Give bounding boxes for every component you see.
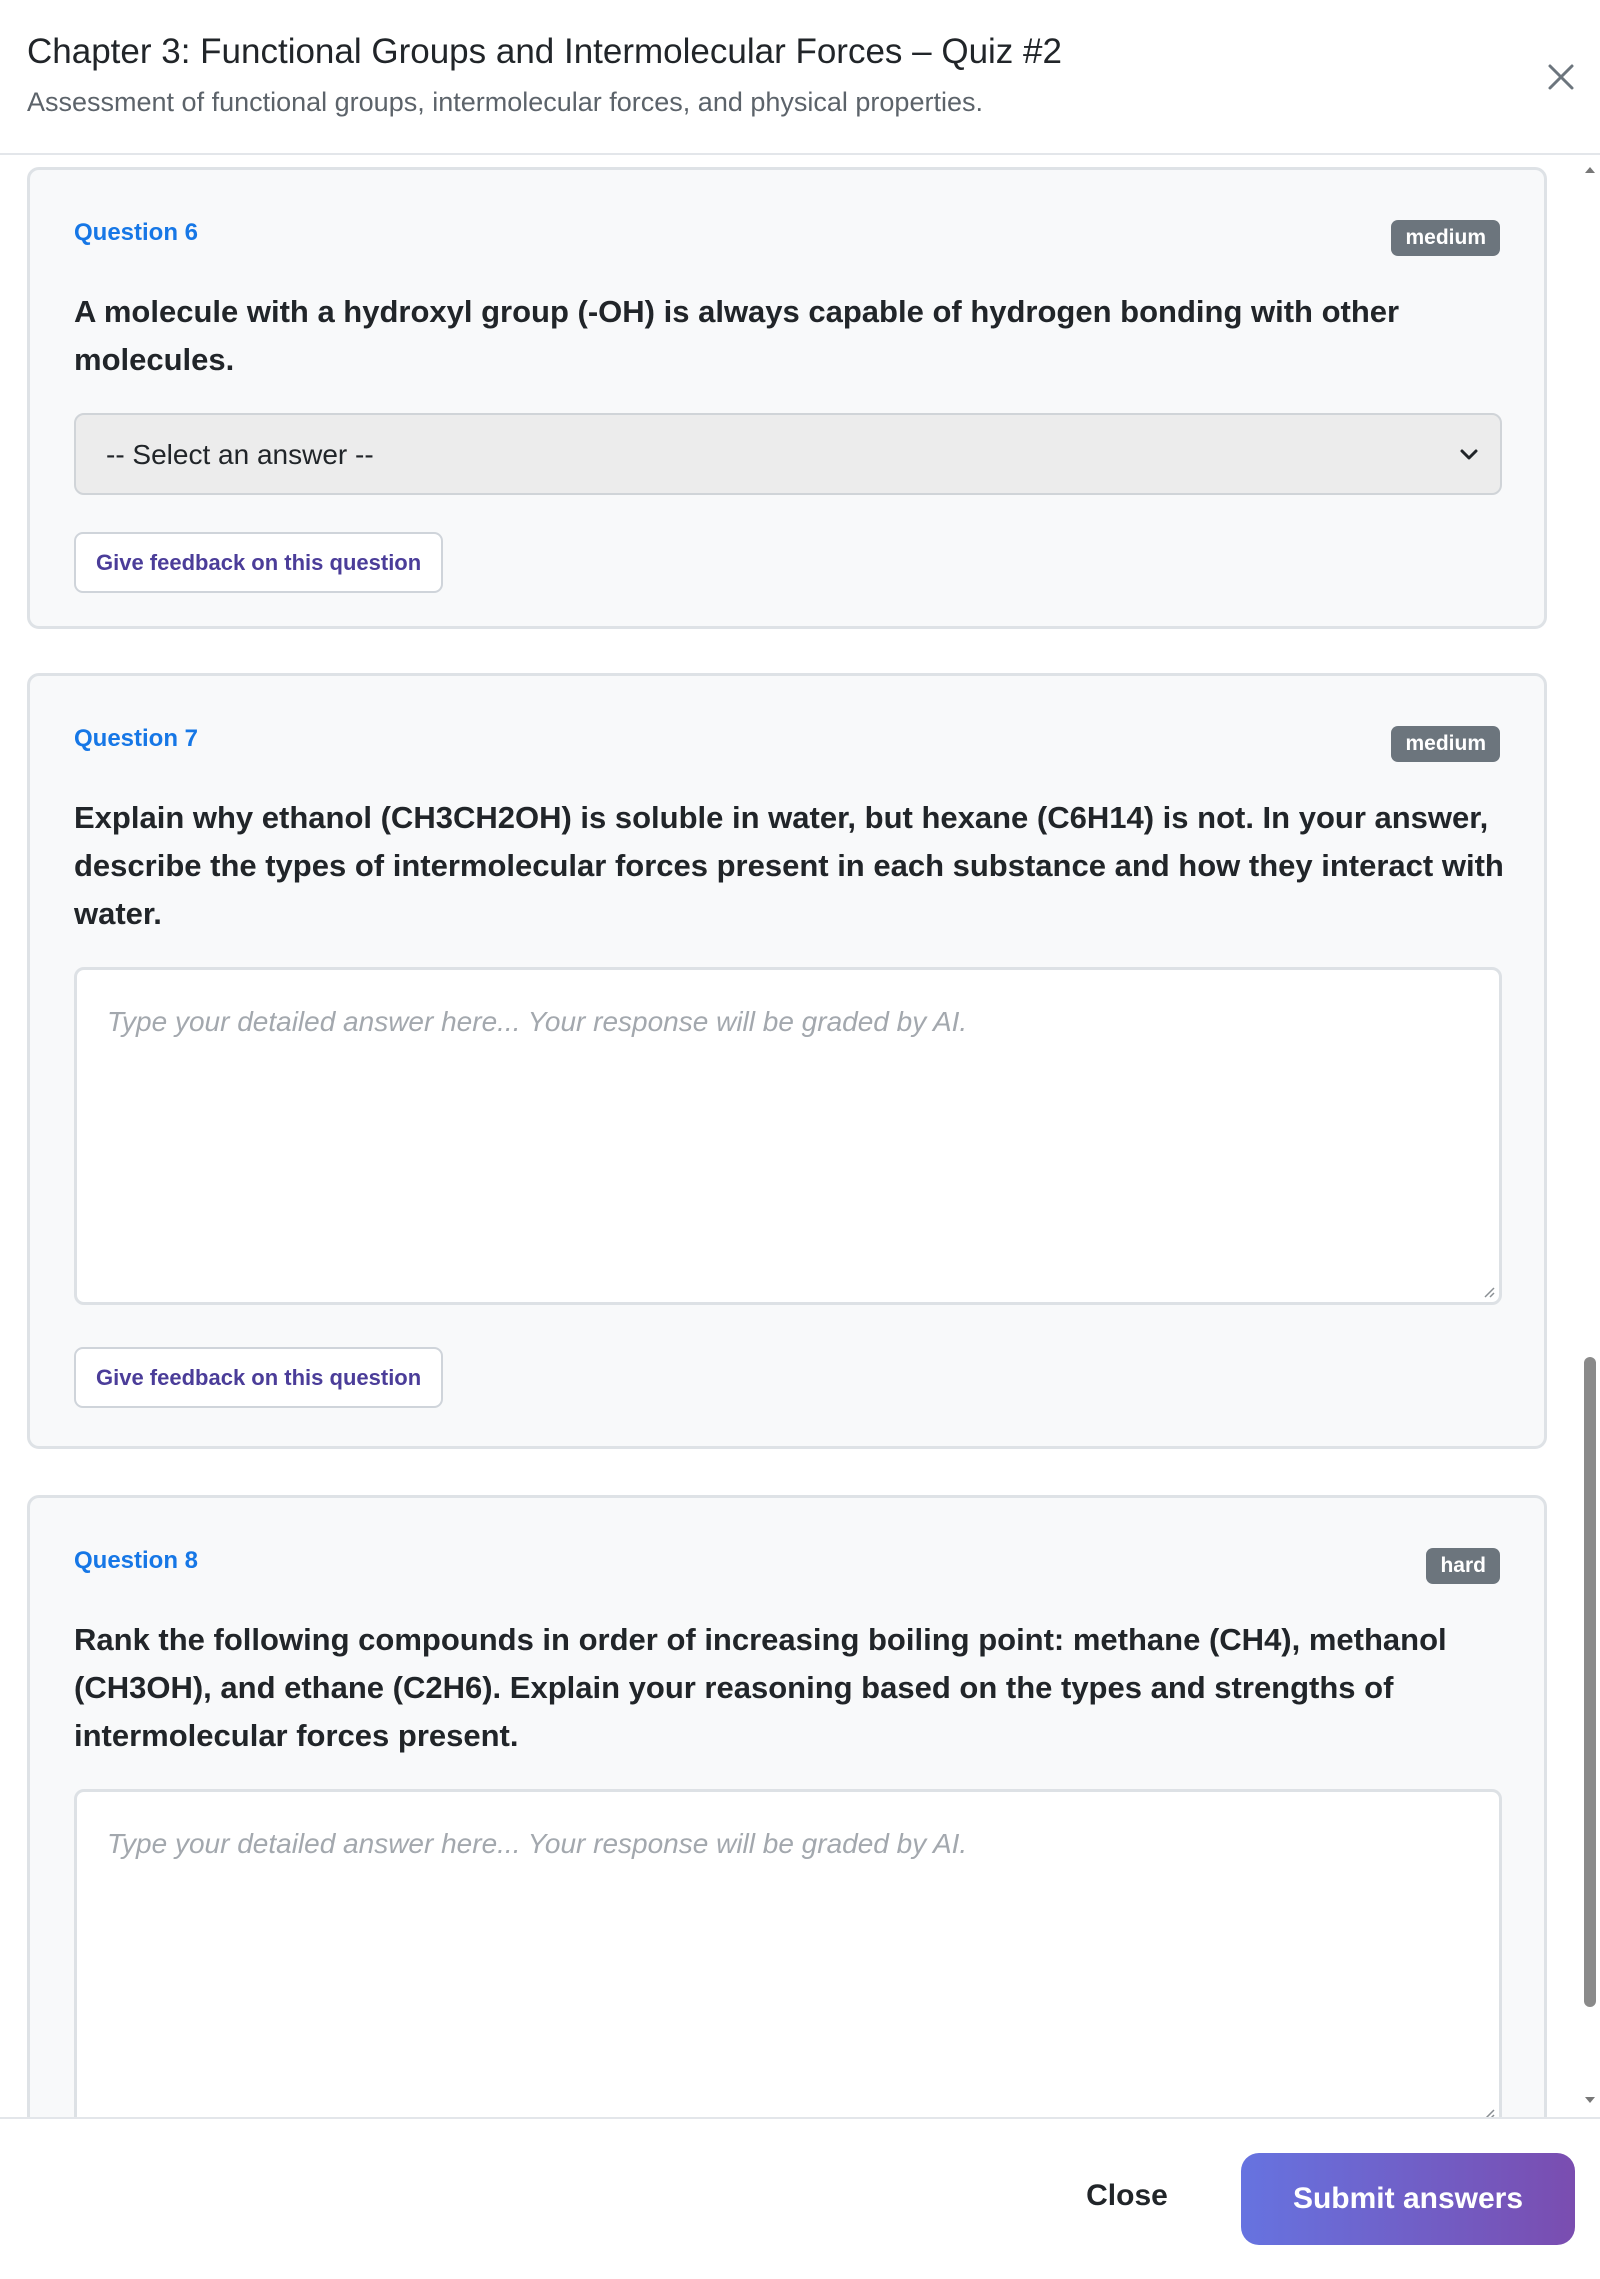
question-label: Question 6 <box>74 219 199 246</box>
close-button[interactable]: Close <box>1086 2179 1168 2212</box>
question-text: A molecule with a hydroxyl group (-OH) is always capable of hydrogen bonding with other molecules. <box>74 294 1400 377</box>
resize-grip-icon[interactable] <box>1481 1284 1495 1298</box>
difficulty-badge: medium <box>1391 726 1500 762</box>
modal-header <box>0 0 1600 155</box>
question-text: Explain why ethanol (CH3CH2OH) is soluble in water, but hexane (C6H14) is not. In your answer, describe the types of intermolecular forces present in each substance and how they interact with water. <box>74 800 1504 931</box>
textarea-placeholder: Type your detailed answer here... Your response will be graded by AI. <box>107 1828 968 1859</box>
scroll-down-arrow-icon[interactable] <box>1583 2093 1597 2107</box>
give-feedback-button[interactable]: Give feedback on this question <box>74 1347 443 1408</box>
chevron-down-icon <box>1458 443 1480 465</box>
submit-answers-button[interactable]: Submit answers <box>1241 2153 1575 2245</box>
scroll-up-arrow-icon[interactable] <box>1583 163 1597 177</box>
textarea-placeholder: Type your detailed answer here... Your response will be graded by AI. <box>107 1006 968 1037</box>
difficulty-badge: medium <box>1391 220 1500 256</box>
resize-grip-icon[interactable] <box>1481 2106 1495 2117</box>
answer-textarea[interactable] <box>74 1789 1502 2117</box>
answer-select[interactable] <box>74 413 1502 495</box>
answer-textarea[interactable] <box>74 967 1502 1305</box>
question-card-7 <box>27 673 1547 1449</box>
question-card-8 <box>27 1495 1547 2117</box>
close-icon[interactable] <box>1539 55 1583 99</box>
question-card-6 <box>27 167 1547 629</box>
difficulty-badge: hard <box>1426 1548 1500 1584</box>
vertical-scrollbar[interactable] <box>1580 157 1600 2117</box>
select-value: -- Select an answer -- <box>106 439 374 470</box>
modal-footer <box>0 2117 1600 2279</box>
scrollbar-thumb[interactable] <box>1584 1357 1596 2007</box>
question-text: Rank the following compounds in order of increasing boiling point: methane (CH4), methanol (CH3OH), and ethane (C2H6). Explain your reasoning based on the types and strengths of intermolecular forces present. <box>74 1622 1447 1753</box>
question-label: Question 7 <box>74 725 199 752</box>
modal-title: Chapter 3: Functional Groups and Intermolecular Forces – Quiz #2 <box>27 32 1062 71</box>
question-label: Question 8 <box>74 1547 199 1574</box>
give-feedback-button[interactable]: Give feedback on this question <box>74 532 443 593</box>
modal-subtitle: Assessment of functional groups, intermolecular forces, and physical properties. <box>27 87 983 117</box>
questions-scroll-area <box>0 157 1600 2117</box>
